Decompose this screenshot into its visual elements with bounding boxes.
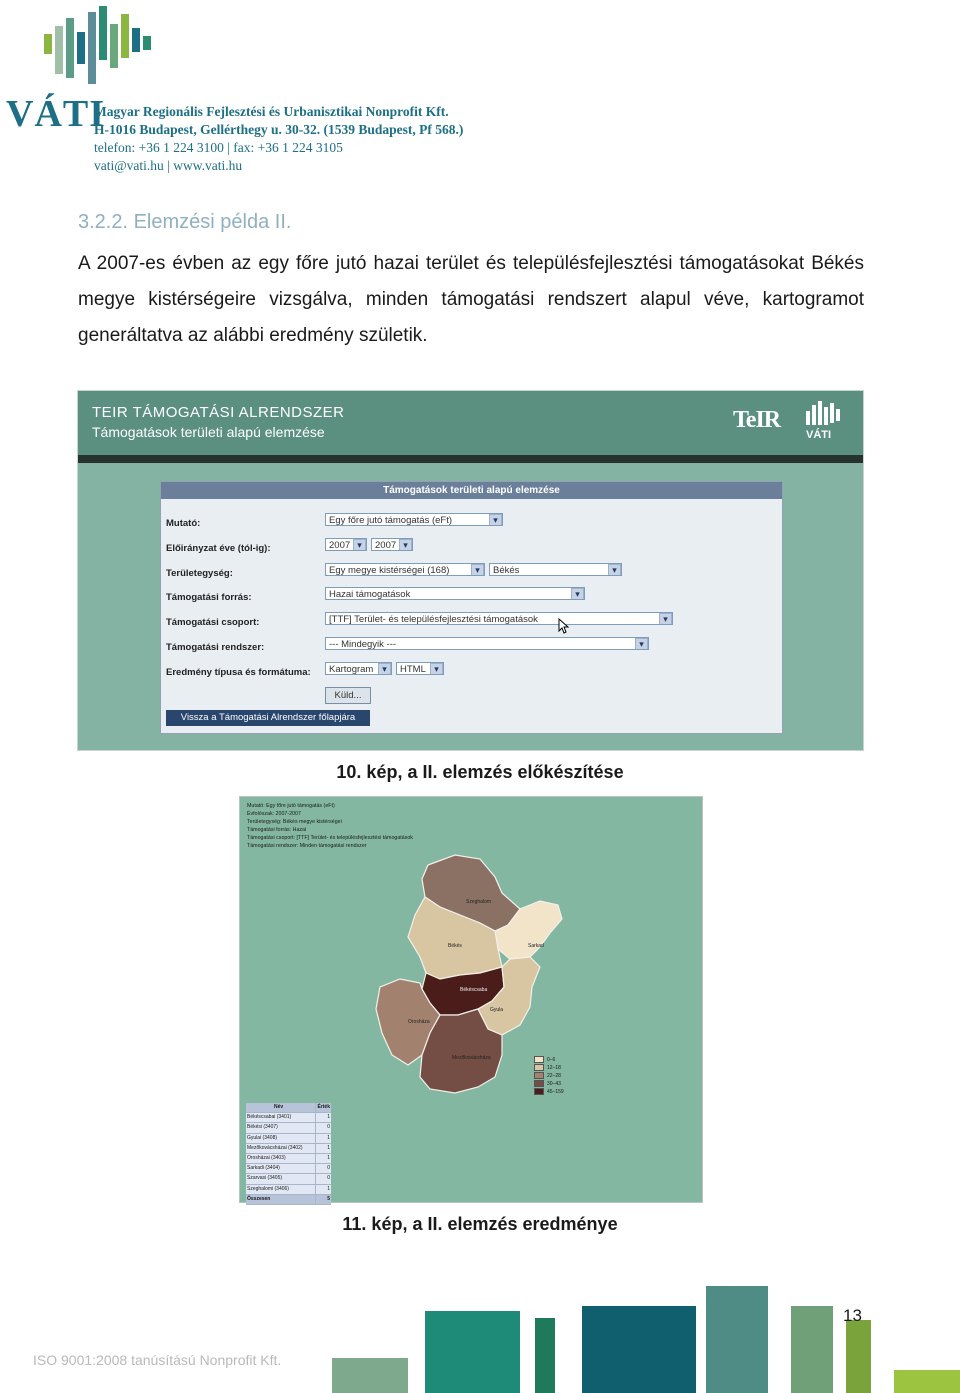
meta-line: Támogatási rendszer: Minden támogatási rendszer <box>247 843 367 849</box>
year-from-select[interactable]: 2007 ▾ <box>325 538 367 551</box>
teir-header-subtitle: Támogatások területi alapú elemzése <box>92 424 325 440</box>
org-web: vati@vati.hu | www.vati.hu <box>94 158 243 173</box>
section-title: 3.2.2. Elemzési példa II. <box>78 211 292 233</box>
table-row: Gyulai (3408) 1 <box>246 1134 331 1144</box>
label-year: Előirányzat éve (tól-ig): <box>166 543 271 554</box>
csoport-select[interactable]: [TTF] Terület- és településfejlesztési támogatások ▾ <box>325 612 673 625</box>
megye-select[interactable]: Békés ▾ <box>489 563 622 576</box>
meta-line: Évfolószak: 2007-2007 <box>247 811 301 817</box>
table-total-row: Összesen 5 <box>246 1195 331 1205</box>
table-row: Szarvasi (3405) 0 <box>246 1174 331 1184</box>
rendszer-select[interactable]: --- Mindegyik --- ▾ <box>325 637 649 650</box>
cartogram-screenshot <box>239 796 703 1203</box>
vati-small-logo-icon <box>806 401 842 427</box>
legend-item: 30–43 <box>534 1080 561 1087</box>
legend-item: 22–28 <box>534 1072 561 1079</box>
region-label: Orosháza <box>408 1019 430 1025</box>
region-label: Sarkad <box>528 943 544 949</box>
meta-line: Támogatási csoport: [TTF] Terület- és településfejlesztési támogatások <box>247 835 413 841</box>
table-row: Sarkadi (3404) 0 <box>246 1164 331 1174</box>
back-to-main-button[interactable]: Vissza a Támogatási Alrendszer főlapjára <box>166 710 370 726</box>
mouse-cursor-icon <box>558 618 570 634</box>
table-header: Név Érték <box>246 1103 331 1113</box>
teruletegyseg-select[interactable]: Egy megye kistérségei (168) ▾ <box>325 563 485 576</box>
label-tipus: Eredmény típusa és formátuma: <box>166 667 311 678</box>
table-row: Békési (3407) 0 <box>246 1123 331 1133</box>
teir-screenshot <box>77 390 864 751</box>
org-name: Magyar Regionális Fejlesztési és Urbanisztikai Nonprofit Kft. <box>94 104 449 119</box>
region-label: Békés <box>448 943 462 949</box>
intro-paragraph: A 2007-es évben az egy főre jutó hazai terület és településfejlesztési támogatásokat Békés megye kistérségeire vizsgálva, minden támogatási rendszert alapul véve, kartogramot generáltatva az alábbi eredmény születik. <box>78 253 864 346</box>
label-teruletegyseg: Területegység: <box>166 568 233 579</box>
teir-header-title: TEIR TÁMOGATÁSI ALRENDSZER <box>92 404 345 421</box>
region-label: Szeghalom <box>466 899 492 905</box>
page-number: 13 <box>843 1306 862 1325</box>
table-row: Orosházai (3403) 1 <box>246 1154 331 1164</box>
vati-logo-bars <box>44 6 159 84</box>
meta-line: Területegység: Békés megye kistérségei <box>247 819 342 825</box>
region-label: Gyula <box>490 1007 504 1013</box>
table-row: Szeghalomi (3406) 1 <box>246 1185 331 1195</box>
org-phone: telefon: +36 1 224 3100 | fax: +36 1 224 3105 <box>94 140 343 155</box>
vati-logo-text: VÁTI <box>6 93 106 135</box>
meta-line: Támogatási forrás: Hazai <box>247 827 307 833</box>
region-label: Mezőkovácsháza <box>452 1055 491 1061</box>
teir-header <box>78 391 863 455</box>
table-row: Mezőkovácsházai (3402) 1 <box>246 1144 331 1154</box>
footer-decorative-bars <box>0 1280 960 1393</box>
caption-figure-11: 11. kép, a II. elemzés eredménye <box>342 1214 618 1234</box>
year-to-select[interactable]: 2007 ▾ <box>371 538 413 551</box>
label-rendszer: Támogatási rendszer: <box>166 642 265 653</box>
analysis-form-panel <box>160 481 783 734</box>
send-button[interactable]: Küld... <box>325 687 371 704</box>
mutato-select[interactable]: Egy főre jutó támogatás (eFt) ▾ <box>325 513 503 526</box>
legend-item: 0–6 <box>534 1056 555 1063</box>
label-csoport: Támogatási csoport: <box>166 617 260 628</box>
vati-small-logo-text: VÁTI <box>806 429 832 441</box>
table-row: Békéscsabai (3401) 1 <box>246 1113 331 1123</box>
region-label: Békéscsaba <box>460 987 488 993</box>
label-forras: Támogatási forrás: <box>166 592 252 603</box>
result-format-select[interactable]: HTML ▾ <box>396 662 444 675</box>
meta-line: Mutató: Egy főre jutó támogatás (eFt) <box>247 803 335 809</box>
teir-header-divider <box>78 455 863 463</box>
caption-figure-10: 10. kép, a II. elemzés előkészítése <box>336 762 624 782</box>
label-mutato: Mutató: <box>166 518 201 529</box>
results-table <box>246 1103 331 1205</box>
panel-title: Támogatások területi alapú elemzése <box>161 482 782 499</box>
org-address: H-1016 Budapest, Gellérthegy u. 30-32. (1539 Budapest, Pf 568.) <box>94 122 464 137</box>
teir-logo: TeIR <box>733 407 781 433</box>
result-type-select[interactable]: Kartogram ▾ <box>325 662 392 675</box>
legend-item: 45–159 <box>534 1088 564 1095</box>
forras-select[interactable]: Hazai támogatások ▾ <box>325 587 585 600</box>
legend-item: 12–18 <box>534 1064 561 1071</box>
iso-certification-text: ISO 9001:2008 tanúsítású Nonprofit Kft. <box>33 1352 282 1368</box>
